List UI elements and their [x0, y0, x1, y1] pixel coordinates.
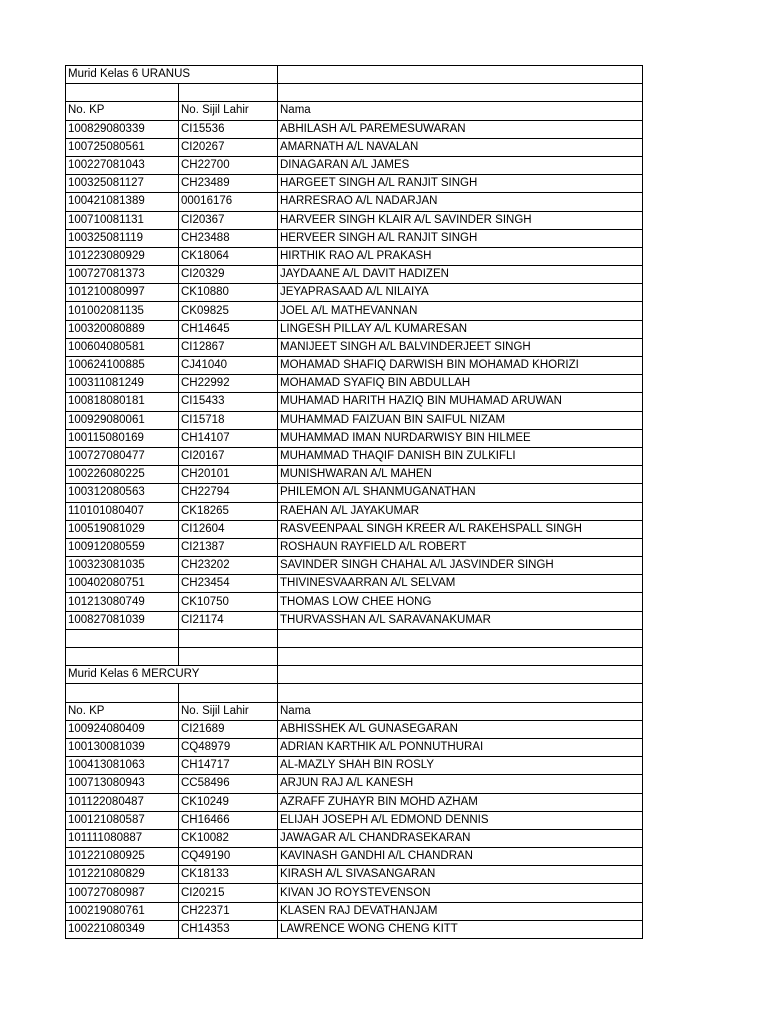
table-row [66, 593, 643, 611]
cell-no-kp[interactable]: 110101080407 [66, 502, 179, 520]
cell-no-kp[interactable]: 100727081373 [66, 266, 179, 284]
cell-no-kp[interactable]: 101213080749 [66, 593, 179, 611]
cell[interactable] [179, 648, 278, 666]
section-title[interactable]: Murid Kelas 6 MERCURY [66, 666, 278, 684]
table-row [66, 520, 643, 538]
table-row [66, 411, 643, 429]
cell-no-sijil[interactable]: CH22700 [179, 156, 278, 174]
cell-nama[interactable]: SAVINDER SINGH CHAHAL A/L JASVINDER SINGH [278, 557, 643, 575]
cell-no-sijil[interactable]: 00016176 [179, 193, 278, 211]
table-row [66, 866, 643, 884]
cell-no-sijil[interactable]: CI20167 [179, 447, 278, 465]
cell-no-sijil[interactable]: CH16466 [179, 811, 278, 829]
cell-no-kp[interactable]: 100325081119 [66, 229, 179, 247]
table-row [66, 848, 643, 866]
cell-nama[interactable]: HARGEET SINGH A/L RANJIT SINGH [278, 175, 643, 193]
cell-nama[interactable]: MUHAMMAD THAQIF DANISH BIN ZULKIFLI [278, 447, 643, 465]
table-row [66, 357, 643, 375]
cell-no-sijil[interactable]: CI15433 [179, 393, 278, 411]
table-row [66, 229, 643, 247]
cell-nama[interactable]: JEYAPRASAAD A/L NILAIYA [278, 284, 643, 302]
cell-nama[interactable]: DINAGARAN A/L JAMES [278, 156, 643, 174]
table-row [66, 193, 643, 211]
table-row [66, 738, 643, 756]
cell[interactable] [66, 684, 179, 702]
table-row [66, 284, 643, 302]
cell-no-sijil[interactable]: CK10082 [179, 829, 278, 847]
table-row [66, 393, 643, 411]
header-nama[interactable]: Nama [278, 102, 643, 120]
cell-no-kp[interactable]: 100312080563 [66, 484, 179, 502]
cell-nama[interactable]: AL-MAZLY SHAH BIN ROSLY [278, 757, 643, 775]
cell-no-kp[interactable]: 101223080929 [66, 247, 179, 265]
cell-no-sijil[interactable]: CK10750 [179, 593, 278, 611]
cell-no-sijil[interactable]: CJ41040 [179, 357, 278, 375]
cell-nama[interactable]: JOEL A/L MATHEVANNAN [278, 302, 643, 320]
cell-nama[interactable]: ARJUN RAJ A/L KANESH [278, 775, 643, 793]
table-row [66, 557, 643, 575]
table-row [66, 320, 643, 338]
cell-no-sijil[interactable]: CI20267 [179, 138, 278, 156]
cell-nama[interactable]: ROSHAUN RAYFIELD A/L ROBERT [278, 538, 643, 556]
cell-nama[interactable]: ADRIAN KARTHIK A/L PONNUTHURAI [278, 738, 643, 756]
cell-no-sijil[interactable]: CH14645 [179, 320, 278, 338]
cell-no-kp[interactable]: 100221080349 [66, 920, 179, 938]
table-row [66, 793, 643, 811]
cell-no-sijil[interactable]: CQ48979 [179, 738, 278, 756]
table-row [66, 211, 643, 229]
table-row [66, 175, 643, 193]
cell-no-kp[interactable]: 100320080889 [66, 320, 179, 338]
table-row [66, 811, 643, 829]
cell-nama[interactable]: LINGESH PILLAY A/L KUMARESAN [278, 320, 643, 338]
cell-no-kp[interactable]: 100121080587 [66, 811, 179, 829]
cell-no-sijil[interactable]: CH22794 [179, 484, 278, 502]
cell-no-sijil[interactable]: CI15536 [179, 120, 278, 138]
cell-no-kp[interactable]: 100727080987 [66, 884, 179, 902]
cell-nama[interactable]: AZRAFF ZUHAYR BIN MOHD AZHAM [278, 793, 643, 811]
table-row [66, 138, 643, 156]
cell-no-kp[interactable]: 100713080943 [66, 775, 179, 793]
cell-no-sijil[interactable]: CK10249 [179, 793, 278, 811]
table-row [66, 156, 643, 174]
header-no-sijil[interactable]: No. Sijil Lahir [179, 702, 278, 720]
cell-no-sijil[interactable]: CH14717 [179, 757, 278, 775]
cell-nama[interactable]: KAVINASH GANDHI A/L CHANDRAN [278, 848, 643, 866]
header-no-sijil[interactable]: No. Sijil Lahir [179, 102, 278, 120]
table-row [66, 611, 643, 629]
cell-no-sijil[interactable]: CI21689 [179, 720, 278, 738]
cell-nama[interactable]: MUNISHWARAN A/L MAHEN [278, 466, 643, 484]
cell-no-kp[interactable]: 100402080751 [66, 575, 179, 593]
cell-nama[interactable]: MOHAMAD SHAFIQ DARWISH BIN MOHAMAD KHORIZI [278, 357, 643, 375]
cell-nama[interactable]: JAWAGAR A/L CHANDRASEKARAN [278, 829, 643, 847]
cell-no-kp[interactable]: 101221080925 [66, 848, 179, 866]
cell[interactable] [179, 84, 278, 102]
cell-no-sijil[interactable]: CI20215 [179, 884, 278, 902]
cell-no-kp[interactable]: 100604080581 [66, 338, 179, 356]
cell-no-kp[interactable]: 100219080761 [66, 902, 179, 920]
table-row [66, 538, 643, 556]
cell-no-kp[interactable]: 100325081127 [66, 175, 179, 193]
cell-no-kp[interactable]: 100227081043 [66, 156, 179, 174]
header-no-kp[interactable]: No. KP [66, 102, 179, 120]
cell-no-sijil[interactable]: CH20101 [179, 466, 278, 484]
cell-no-kp[interactable]: 101111080887 [66, 829, 179, 847]
table-row [66, 720, 643, 738]
cell-nama[interactable]: MOHAMAD SYAFIQ BIN ABDULLAH [278, 375, 643, 393]
blank-row [66, 84, 643, 102]
cell-no-kp[interactable]: 100519081029 [66, 520, 179, 538]
cell-no-kp[interactable]: 101122080487 [66, 793, 179, 811]
cell-nama[interactable]: KIVAN JO ROYSTEVENSON [278, 884, 643, 902]
cell-no-kp[interactable]: 100421081389 [66, 193, 179, 211]
section-title-row [66, 666, 643, 684]
cell[interactable] [278, 684, 643, 702]
cell-no-kp[interactable]: 100725080561 [66, 138, 179, 156]
cell-no-sijil[interactable]: CC58496 [179, 775, 278, 793]
cell[interactable] [278, 648, 643, 666]
cell-no-sijil[interactable]: CH23489 [179, 175, 278, 193]
cell-nama[interactable]: HARVEER SINGH KLAIR A/L SAVINDER SINGH [278, 211, 643, 229]
cell-nama[interactable]: MANIJEET SINGH A/L BALVINDERJEET SINGH [278, 338, 643, 356]
student-sheet [65, 65, 643, 939]
cell-no-kp[interactable]: 100226080225 [66, 466, 179, 484]
cell-no-kp[interactable]: 101210080997 [66, 284, 179, 302]
cell-nama[interactable]: ELIJAH JOSEPH A/L EDMOND DENNIS [278, 811, 643, 829]
cell-nama[interactable]: RASVEENPAAL SINGH KREER A/L RAKEHSPALL SINGH [278, 520, 643, 538]
table-row [66, 302, 643, 320]
table-row [66, 775, 643, 793]
cell-no-sijil[interactable]: CI12867 [179, 338, 278, 356]
cell-no-sijil[interactable]: CK18133 [179, 866, 278, 884]
cell[interactable] [66, 84, 179, 102]
table-row [66, 247, 643, 265]
cell-no-kp[interactable]: 100912080559 [66, 538, 179, 556]
cell-no-sijil[interactable]: CH14107 [179, 429, 278, 447]
cell[interactable] [278, 666, 643, 684]
cell-nama[interactable]: PHILEMON A/L SHANMUGANATHAN [278, 484, 643, 502]
cell-no-kp[interactable]: 100929080061 [66, 411, 179, 429]
cell-no-sijil[interactable]: CH14353 [179, 920, 278, 938]
blank-row [66, 684, 643, 702]
blank-row [66, 629, 643, 647]
cell-nama[interactable]: HARRESRAO A/L NADARJAN [278, 193, 643, 211]
cell-nama[interactable]: MUHAMMAD IMAN NURDARWISY BIN HILMEE [278, 429, 643, 447]
header-no-kp[interactable]: No. KP [66, 702, 179, 720]
cell-nama[interactable]: ABHILASH A/L PAREMESUWARAN [278, 120, 643, 138]
cell-no-sijil[interactable]: CQ49190 [179, 848, 278, 866]
table-row [66, 466, 643, 484]
cell-no-kp[interactable]: 100624100885 [66, 357, 179, 375]
cell-no-kp[interactable]: 100413081063 [66, 757, 179, 775]
cell[interactable] [66, 629, 179, 647]
cell-no-sijil[interactable]: CI20329 [179, 266, 278, 284]
cell-nama[interactable]: KLASEN RAJ DEVATHANJAM [278, 902, 643, 920]
cell-no-sijil[interactable]: CI15718 [179, 411, 278, 429]
cell-nama[interactable]: AMARNATH A/L NAVALAN [278, 138, 643, 156]
cell[interactable] [179, 684, 278, 702]
cell-nama[interactable]: MUHAMAD HARITH HAZIQ BIN MUHAMAD ARUWAN [278, 393, 643, 411]
cell-no-kp[interactable]: 100818080181 [66, 393, 179, 411]
cell-no-kp[interactable]: 101221080829 [66, 866, 179, 884]
cell[interactable] [278, 629, 643, 647]
section-title-row [66, 66, 643, 84]
table-row [66, 757, 643, 775]
cell-nama[interactable]: THOMAS LOW CHEE HONG [278, 593, 643, 611]
cell-nama[interactable]: LAWRENCE WONG CHENG KITT [278, 920, 643, 938]
cell[interactable] [278, 84, 643, 102]
section-title[interactable]: Murid Kelas 6 URANUS [66, 66, 278, 84]
cell-nama[interactable]: HIRTHIK RAO A/L PRAKASH [278, 247, 643, 265]
cell-nama[interactable]: THIVINESVAARRAN A/L SELVAM [278, 575, 643, 593]
cell-no-kp[interactable]: 100924080409 [66, 720, 179, 738]
cell-nama[interactable]: THURVASSHAN A/L SARAVANAKUMAR [278, 611, 643, 629]
cell[interactable] [278, 66, 643, 84]
cell-no-sijil[interactable]: CI21387 [179, 538, 278, 556]
table-row [66, 484, 643, 502]
cell-no-kp[interactable]: 100827081039 [66, 611, 179, 629]
table-row [66, 829, 643, 847]
cell[interactable] [179, 629, 278, 647]
cell-no-sijil[interactable]: CI20367 [179, 211, 278, 229]
table-row [66, 338, 643, 356]
header-row [66, 702, 643, 720]
cell-no-sijil[interactable]: CH22992 [179, 375, 278, 393]
cell-no-sijil[interactable]: CH23454 [179, 575, 278, 593]
cell-no-sijil[interactable]: CH23488 [179, 229, 278, 247]
cell-nama[interactable]: MUHAMMAD FAIZUAN BIN SAIFUL NIZAM [278, 411, 643, 429]
cell-nama[interactable]: KIRASH A/L SIVASANGARAN [278, 866, 643, 884]
cell-no-kp[interactable]: 100727080477 [66, 447, 179, 465]
table-row [66, 575, 643, 593]
sheet-body [66, 66, 643, 939]
cell-no-sijil[interactable]: CK10880 [179, 284, 278, 302]
header-row [66, 102, 643, 120]
table-row [66, 266, 643, 284]
cell-no-sijil[interactable]: CH22371 [179, 902, 278, 920]
cell-no-sijil[interactable]: CH23202 [179, 557, 278, 575]
cell-no-kp[interactable]: 100311081249 [66, 375, 179, 393]
table-row [66, 375, 643, 393]
cell-no-sijil[interactable]: CI12604 [179, 520, 278, 538]
cell-no-kp[interactable]: 101002081135 [66, 302, 179, 320]
cell-no-sijil[interactable]: CK18265 [179, 502, 278, 520]
cell-no-sijil[interactable]: CK09825 [179, 302, 278, 320]
cell-no-kp[interactable]: 100323081035 [66, 557, 179, 575]
table-row [66, 884, 643, 902]
blank-row [66, 648, 643, 666]
table-row [66, 920, 643, 938]
header-nama[interactable]: Nama [278, 702, 643, 720]
cell-no-kp[interactable]: 100710081131 [66, 211, 179, 229]
cell-no-kp[interactable]: 100829080339 [66, 120, 179, 138]
table-row [66, 429, 643, 447]
table-row [66, 120, 643, 138]
table-row [66, 502, 643, 520]
cell[interactable] [66, 648, 179, 666]
cell-no-kp[interactable]: 100115080169 [66, 429, 179, 447]
cell-nama[interactable]: HERVEER SINGH A/L RANJIT SINGH [278, 229, 643, 247]
cell-no-sijil[interactable]: CK18064 [179, 247, 278, 265]
table-row [66, 902, 643, 920]
cell-nama[interactable]: ABHISSHEK A/L GUNASEGARAN [278, 720, 643, 738]
cell-nama[interactable]: RAEHAN A/L JAYAKUMAR [278, 502, 643, 520]
table-row [66, 447, 643, 465]
cell-no-sijil[interactable]: CI21174 [179, 611, 278, 629]
cell-nama[interactable]: JAYDAANE A/L DAVIT HADIZEN [278, 266, 643, 284]
cell-no-kp[interactable]: 100130081039 [66, 738, 179, 756]
